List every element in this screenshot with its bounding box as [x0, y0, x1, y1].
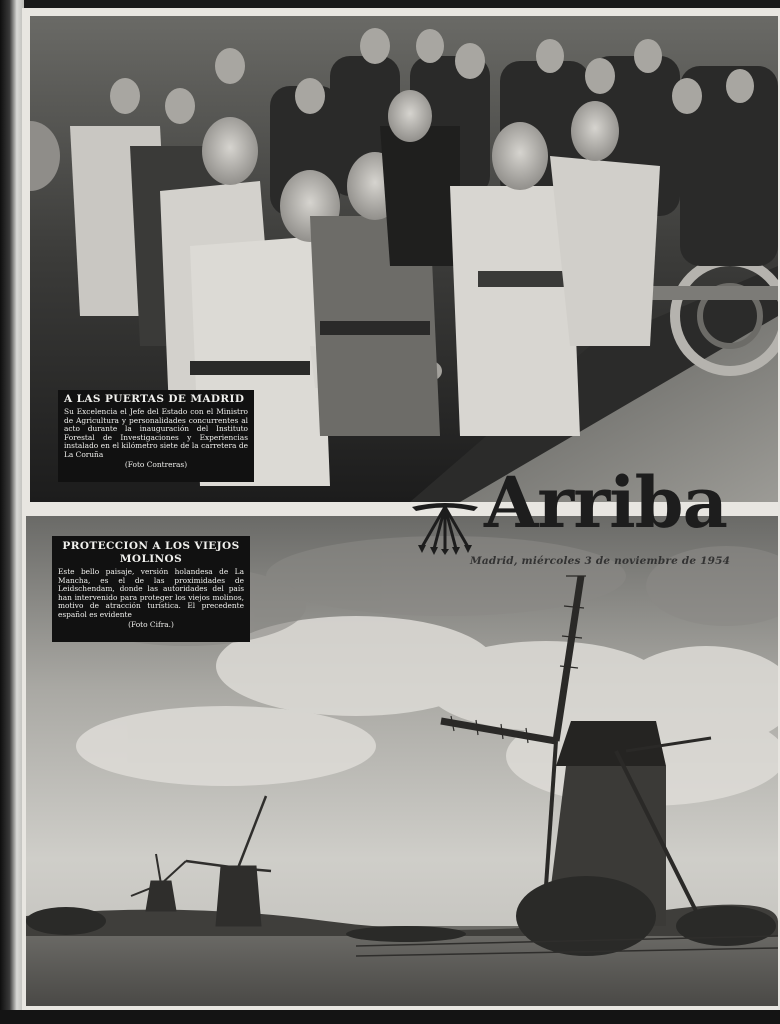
- yoke-and-arrows-emblem: [410, 501, 480, 555]
- top-caption-credit: (Foto Contreras): [124, 459, 188, 469]
- bottom-photo-caption: [52, 536, 250, 642]
- bottom-caption-body: Este bello paisaje, versión holandesa de La Mancha, es el de las proximidades de Leidschendam, donde las autoridades del país han intervenido para proteger los viejos molinos, motivo de atracción turística. El precedente español es evidente: [58, 567, 244, 619]
- masthead: [410, 455, 770, 585]
- bottom-border: [0, 1010, 780, 1024]
- top-caption-body: Su Excelencia el Jefe del Estado con el Ministro de Agricultura y personalidades concurrentes al acto durante la inauguración del Instituto Forestal de Investigaciones y Experiencias instalado en el kilómetro siete de la carretera de La Coruña: [64, 407, 248, 459]
- bottom-caption-headline: PROTECCION A LOS VIEJOS MOLINOS: [62, 540, 240, 565]
- newspaper-name: Arriba: [484, 461, 727, 544]
- bottom-caption-credit: (Foto Cifra.): [128, 619, 174, 629]
- binding-edge: [0, 0, 24, 1024]
- top-photo-caption: [58, 390, 254, 482]
- dateline: Madrid, miércoles 3 de noviembre de 1954: [470, 555, 731, 567]
- top-caption-headline: A LAS PUERTAS DE MADRID: [64, 393, 245, 405]
